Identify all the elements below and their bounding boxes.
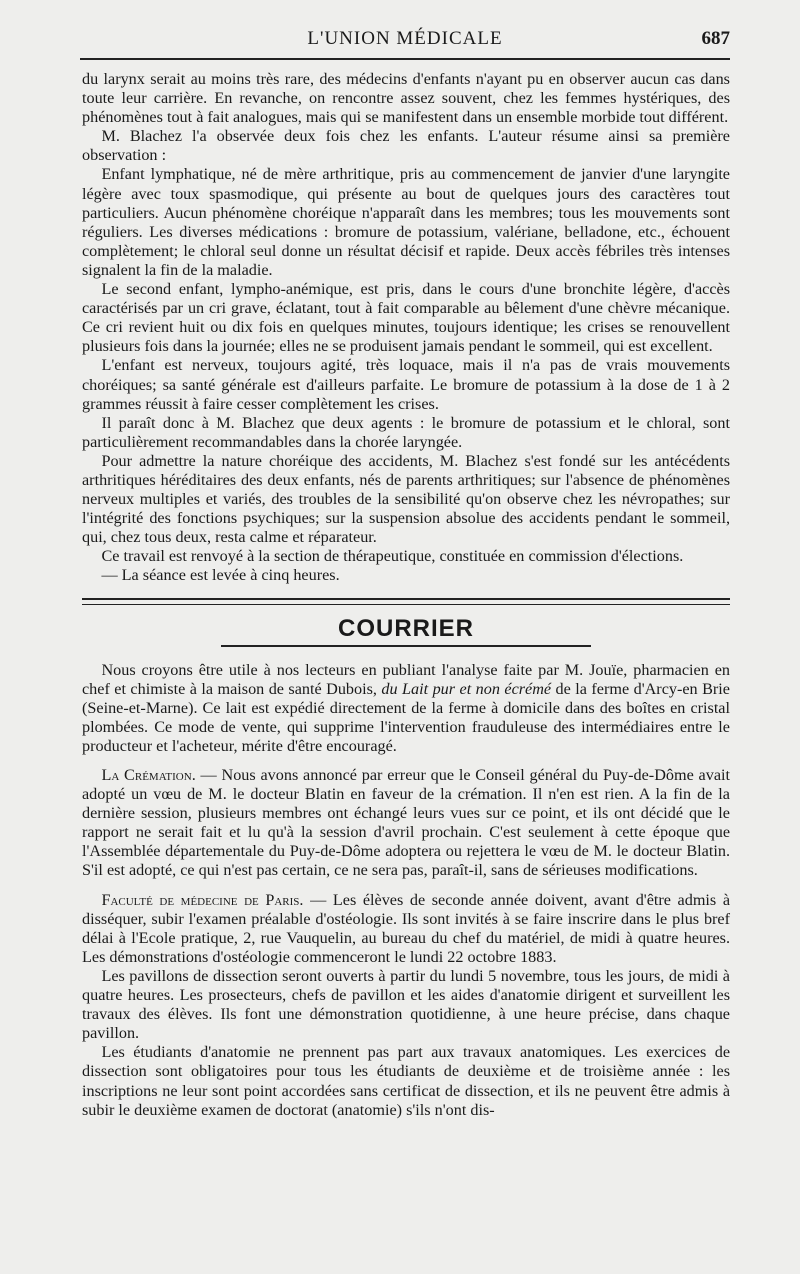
paragraph-blachez-intro: M. Blachez l'a observée deux fois chez les enfants. L'auteur résume ainsi sa première observation : [82,127,730,165]
paragraph-second-child: Le second enfant, lympho-anémique, est pris, dans le cours d'une bronchite légère, d'accès caractérisés par un cri grave, éclatant, tout à fait comparable au bêlement d'une chèvre mécanique. Ce cri revient huit ou dix fois en quelques minutes, toujours identique; les crises se renouvellent plusieurs fois dans la journée; elles ne se produisent jamais pendant le sommeil, qui est excellent. [82,280,730,356]
paragraph-session-end: — La séance est levée à cinq heures. [101,566,340,585]
faculte-text: — Les élèves de seconde année doivent, avant d'être admis à disséquer, subir l'examen préalable d'ostéologie. Ils sont invités à se faire inscrire dans le plus bref délai à l'Ecole pratique, 2, rue Vauquelin, au bureau du chef du matériel, de midi à quatre heures. Les démonstrations d'ostéologie commenceront le lundi 22 octobre 1883. [82,890,731,966]
paragraph-faculte [82,891,730,967]
paragraph-first-observation: Enfant lymphatique, né de mère arthritique, pris au commencement de janvier d'une laryngite légère avec toux spasmodique, qui présente au bout de quelques jours des caractères tout particuliers. Aucun phénomène choréique n'apparaît dans les membres; tous les mouvements sont réguliers. Les diverses médications : bromure de potassium, valériane, belladone, etc., échouent complètement; le chloral seul donne un résultat décisif et rapide. Deux accès fébriles très intenses signalent la fin de la maladie. [82,165,730,279]
paragraph-larynx: du larynx serait au moins très rare, des médecins d'enfants n'ayant pu en observer aucun cas dans toute leur carrière. En revanche, on rencontre assez souvent, chez les femmes hystériques, des phénomènes tout à fait analogues, mais qui se manifestent dans un ensemble morbide tout différent. [82,70,730,127]
cremation-text: — Nous avons annoncé par erreur que le Conseil général du Puy-de-Dôme avait adopté un vœu de M. le docteur Blatin en faveur de la crémation. Il n'en est rien. A la fin de la dernière session, plusieurs membres ont échangé leurs vues sur ce point, et ils ont décidé que le rapport ne serait fait et lu qu'à la session d'avril prochain. C'est seulement à cette époque que l'Assemblée départementale du Puy-de-Dôme adoptera ou rejettera le vœu de M. le docteur Blatin. S'il est adopté, ce qui n'est pas certain, ce ne sera pas, paraît-il, sans de sérieuses modifications. [82,766,731,880]
page-number: 687 [701,28,730,49]
lait-product-name: du Lait pur et non écrémé [381,679,552,698]
page-body [82,70,730,1120]
lait-text-after: de la ferme d'Arcy-en Brie (Seine-et-Marne). Ce lait est expédié directement de la ferme à domicile dans des boîtes en cristal plombées. Ce mode de vente, qui supprime l'intervention frauduleuse des intermédiaires entre le producteur et l'acheteur, mérite d'être encouragé. [82,679,730,755]
header-rule [80,58,730,60]
paragraph-nervous-child: L'enfant est nerveux, toujours agité, très loquace, mais il n'a pas de vrais mouvements choréiques; sa santé générale est d'ailleurs parfaite. Le bromure de potassium à la dose de 1 à 2 grammes réussit à faire cesser complètement les crises. [82,356,730,413]
running-title: L'UNION MÉDICALE [307,28,503,49]
paragraph-pavillons: Les pavillons de dissection seront ouverts à partir du lundi 5 novembre, tous les jours, de midi à quatre heures. Les prosecteurs, chefs de pavillon et les aides d'anatomie dirigent et surveillent les travaux des élèves. Ils font une démonstration quotidienne, à une heure précise, dans chaque pavillon. [82,966,730,1043]
lait-text-before: Nous croyons être utile à nos lecteurs en publiant l'analyse faite par M. Jouïe, pharmacien en chef et chimiste à la maison de santé Dubois, [82,660,730,698]
cremation-heading: La Crémation. [101,766,196,784]
paragraph-choreic-nature: Pour admettre la nature choréique des accidents, M. Blachez s'est fondé sur les antécédents arthritiques héréditaires des deux enfants, nés de parents arthritiques; sur l'absence de phénomènes nerveux multiples et variés, des troubles de la sensibilité qu'on observe chez les névropathes; sur l'intégrité des fonctions psychiques; sur la suspension absolue des accidents pendant le sommeil, qui, chez tous deux, resta calme et réparateur. [82,451,730,547]
paragraph-etudiants: Les étudiants d'anatomie ne prennent pas part aux travaux anatomiques. Les exercices de dissection sont obligatoires pour tous les étudiants de deuxième et de troisième année : les inscriptions ne leur sont point accordées sans certificat de dissection, et ils ne peuvent être admis à subir le deuxième examen de doctorat (anatomie) s'ils n'ont dis- [82,1043,730,1119]
page-header [80,28,730,52]
paragraph-lait [82,661,730,756]
paragraph-referral: Ce travail est renvoyé à la section de thérapeutique, constituée en commission d'élections. [101,547,684,566]
paragraph-agents: Il paraît donc à M. Blachez que deux agents : le bromure de potassium et le chloral, sont particulièrement recommandables dans la chorée laryngée. [82,413,730,451]
faculte-heading: Faculté de médecine de Paris. [101,890,304,909]
paragraph-cremation [82,766,730,881]
section-title-courrier: COURRIER [337,614,474,642]
section-title-underline [221,645,591,647]
section-divider [82,598,730,605]
